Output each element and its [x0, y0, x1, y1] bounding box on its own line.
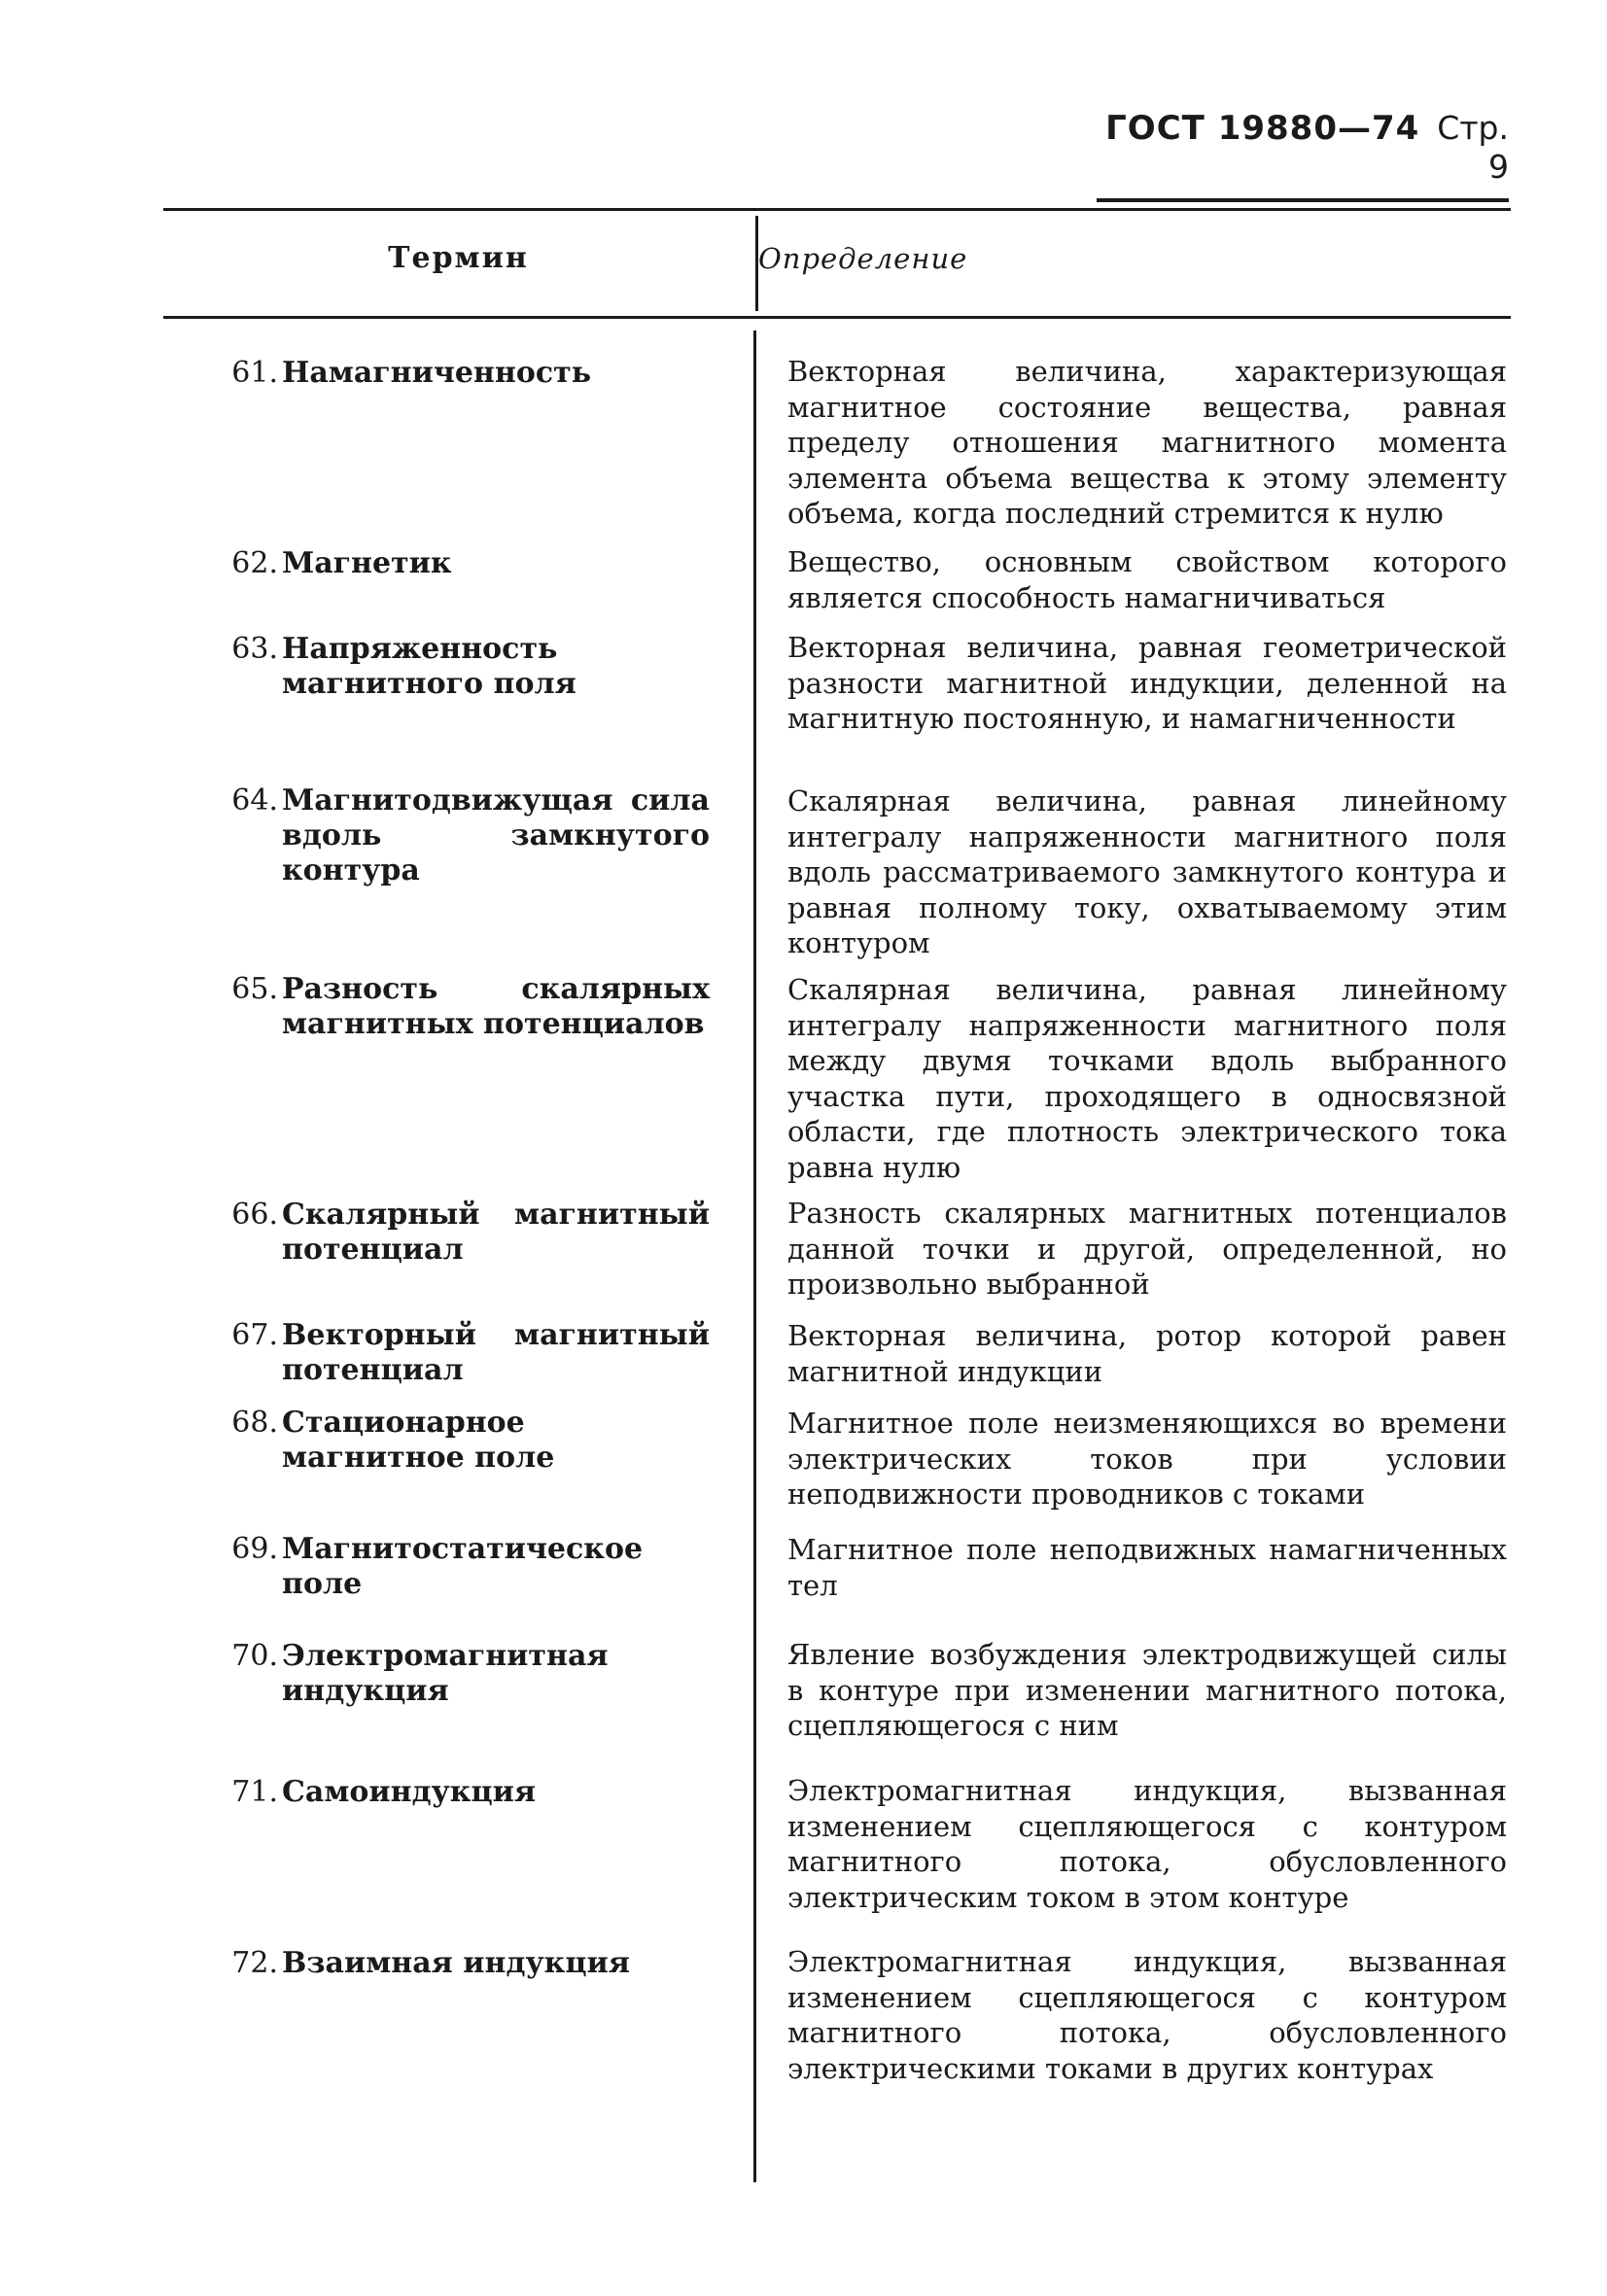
column-divider-body [753, 330, 756, 2182]
page-header [1089, 109, 1509, 186]
term-number: 67. [231, 1318, 278, 1352]
table-head-rule [163, 316, 1511, 319]
table-top-rule [163, 208, 1511, 211]
term-row-70 [194, 1639, 710, 1708]
term-name: Магнитодвижущая сила вдоль замкнутого контура [282, 783, 710, 887]
term-name: Взаимная индукция [282, 1946, 630, 1980]
term-row-69 [194, 1532, 710, 1601]
header-rule [1097, 198, 1509, 202]
term-name: Стационарное магнитное поле [282, 1406, 555, 1475]
definition-71: Электромагнитная индукция, вызванная изменением сцепляющегося с контуром магнитного потока, обусловленного электрическим током в этом контуре [787, 1774, 1507, 1914]
term-name: Электромагнитная индукция [282, 1639, 609, 1708]
term-number: 71. [231, 1775, 278, 1809]
term-name: Магнетик [282, 546, 452, 580]
term-number: 72. [231, 1946, 278, 1980]
term-row-68 [194, 1406, 710, 1475]
term-name: Векторный магнитный потенциал [282, 1318, 710, 1387]
column-header-definition: Определение [758, 242, 968, 275]
definition-65: Скалярная величина, равная линейному интегралу напряженности магнитного поля между двумя точками вдоль выбранного участка пути, проходящего в односвязной области, где плотность электрического тока равна нулю [787, 973, 1507, 1184]
definition-61: Векторная величина, характеризующая магнитное состояние вещества, равная пределу отношения магнитного момента элемента объема вещества к этому элементу объема, когда последний стремится к нулю [787, 355, 1507, 530]
definition-69: Магнитное поле неподвижных намагниченных тел [787, 1533, 1507, 1602]
definition-63: Векторная величина, равная геометрической разности магнитной индукции, деленной на магнитную постоянную, и намагниченности [787, 631, 1507, 735]
column-header-term: Термин [388, 241, 529, 275]
term-number: 68. [231, 1406, 278, 1440]
term-name: Скалярный магнитный потенциал [282, 1198, 710, 1267]
term-number: 70. [231, 1639, 278, 1673]
term-number: 63. [231, 632, 278, 666]
term-row-66 [194, 1198, 710, 1267]
term-row-61 [194, 356, 710, 391]
definition-70: Явление возбуждения электродвижущей силы в контуре при изменении магнитного потока, сцепляющегося с ним [787, 1638, 1507, 1742]
term-row-62 [194, 546, 710, 581]
term-number: 64. [231, 783, 278, 818]
term-row-72 [194, 1946, 710, 1981]
term-row-63 [194, 632, 710, 701]
standard-number: ГОСТ 19880—74 [1105, 109, 1420, 148]
term-number: 69. [231, 1532, 278, 1566]
term-name: Намагниченность [282, 356, 592, 390]
term-row-64 [194, 783, 710, 887]
definition-72: Электромагнитная индукция, вызванная изменением сцепляющегося с контуром магнитного потока, обусловленного электрическими токами в других контурах [787, 1945, 1507, 2085]
definition-64: Скалярная величина, равная линейному интегралу напряженности магнитного поля вдоль рассматриваемого замкнутого контура и равная полному току, охватываемому этим контуром [787, 784, 1507, 959]
term-name: Магнитостатическое поле [282, 1532, 644, 1601]
term-number: 62. [231, 546, 278, 580]
page-number: Стр. 9 [1437, 109, 1509, 186]
term-number: 66. [231, 1198, 278, 1232]
term-row-65 [194, 972, 710, 1041]
definition-62: Вещество, основным свойством которого является способность намагничиваться [787, 545, 1507, 614]
term-name: Самоиндукция [282, 1775, 537, 1809]
definition-67: Векторная величина, ротор которой равен магнитной индукции [787, 1319, 1507, 1388]
term-number: 65. [231, 972, 278, 1006]
definition-68: Магнитное поле неизменяющихся во времени электрических токов при условии неподвижности проводников с токами [787, 1407, 1507, 1511]
definition-66: Разность скалярных магнитных потенциалов данной точки и другой, определенной, но произвольно выбранной [787, 1197, 1507, 1301]
term-name: Напряженность магнитного поля [282, 632, 576, 701]
term-number: 61. [231, 356, 278, 390]
term-row-71 [194, 1775, 710, 1810]
term-row-67 [194, 1318, 710, 1387]
term-name: Разность скалярных магнитных потенциалов [282, 972, 710, 1041]
